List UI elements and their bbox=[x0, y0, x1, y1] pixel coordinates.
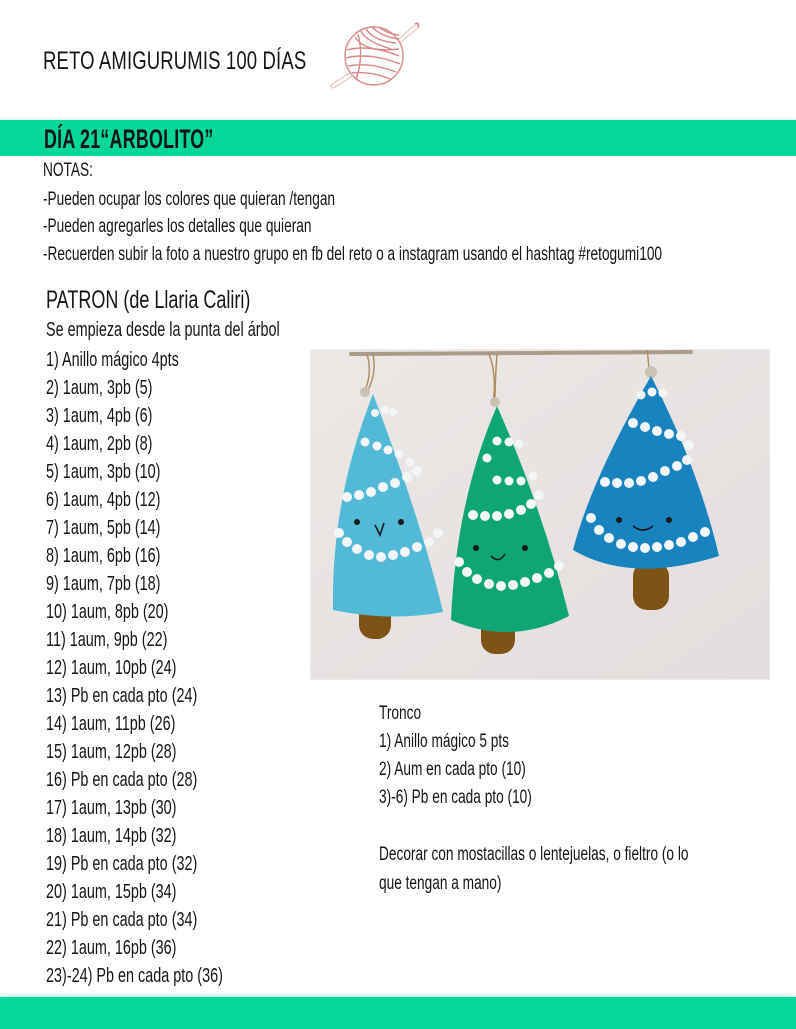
note-line: -Pueden ocupar los colores que quieran /tengan bbox=[43, 189, 336, 210]
day-title: DÍA 21“ARBOLITO” bbox=[44, 124, 214, 154]
pattern-rounds-list bbox=[46, 346, 292, 990]
pattern-round: 13) Pb en cada pto (24) bbox=[46, 685, 198, 707]
pattern-round: 16) Pb en cada pto (28) bbox=[46, 769, 198, 791]
trunk-round: 2) Aum en cada pto (10) bbox=[379, 759, 526, 780]
decoration-note bbox=[379, 840, 796, 898]
pattern-round: 5) 1aum, 3pb (10) bbox=[46, 461, 161, 483]
note-line: -Pueden agregarles los detalles que quieran bbox=[43, 216, 312, 237]
pattern-round: 20) 1aum, 15pb (34) bbox=[46, 881, 177, 903]
notes-heading: NOTAS: bbox=[43, 160, 93, 181]
pattern-round: 10) 1aum, 8pb (20) bbox=[46, 601, 169, 623]
pattern-round: 15) 1aum, 12pb (28) bbox=[46, 741, 177, 763]
pattern-round: 11) 1aum, 9pb (22) bbox=[46, 629, 168, 651]
pattern-round: 8) 1aum, 6pb (16) bbox=[46, 545, 161, 567]
page-header-title: RETO AMIGURUMIS 100 DÍAS bbox=[43, 47, 307, 75]
yarn-ball-crochet-hook-icon bbox=[327, 14, 421, 94]
note-line: -Recuerden subir la foto a nuestro grupo en fb del reto o a instagram usando el hashtag #retogumi100 bbox=[43, 244, 663, 265]
trunk-section bbox=[379, 700, 591, 812]
pattern-subtitle: Se empieza desde la punta del árbol bbox=[46, 319, 280, 341]
pattern-round: 3) 1aum, 4pb (6) bbox=[46, 405, 153, 427]
pattern-round: 18) 1aum, 14pb (32) bbox=[46, 825, 177, 847]
pattern-round: 14) 1aum, 11pb (26) bbox=[46, 713, 176, 735]
footer-band bbox=[0, 997, 796, 1029]
decoration-line: Decorar con mostacillas o lentejuelas, o fieltro (o lo bbox=[379, 844, 689, 865]
decoration-line: que tengan a mano) bbox=[379, 873, 502, 894]
pattern-round: 19) Pb en cada pto (32) bbox=[46, 853, 198, 875]
trunk-round: 3)-6) Pb en cada pto (10) bbox=[379, 787, 532, 808]
pattern-round: 4) 1aum, 2pb (8) bbox=[46, 433, 153, 455]
trunk-title: Tronco bbox=[379, 703, 422, 724]
pattern-round: 12) 1aum, 10pb (24) bbox=[46, 657, 177, 679]
pattern-round: 1) Anillo mágico 4pts bbox=[46, 349, 179, 371]
pattern-round: 23)-24) Pb en cada pto (36) bbox=[46, 965, 223, 987]
pattern-round: 21) Pb en cada pto (34) bbox=[46, 909, 198, 931]
amigurumi-trees-photo bbox=[311, 350, 769, 679]
pattern-round: 22) 1aum, 16pb (36) bbox=[46, 937, 177, 959]
pattern-round: 7) 1aum, 5pb (14) bbox=[46, 517, 161, 539]
pattern-round: 9) 1aum, 7pb (18) bbox=[46, 573, 161, 595]
pattern-round: 17) 1aum, 13pb (30) bbox=[46, 797, 177, 819]
trunk-round: 1) Anillo mágico 5 pts bbox=[379, 731, 510, 752]
pattern-round: 2) 1aum, 3pb (5) bbox=[46, 377, 153, 399]
pattern-title: PATRON (de Llaria Caliri) bbox=[46, 286, 251, 314]
pattern-round: 6) 1aum, 4pb (12) bbox=[46, 489, 161, 511]
